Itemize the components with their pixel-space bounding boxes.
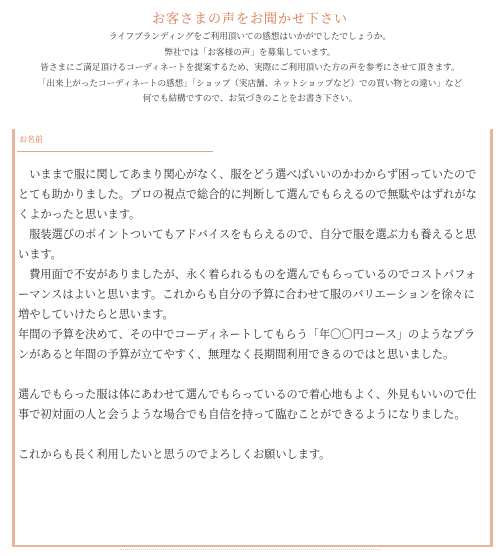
intro-line: 弊社では「お客様の声」を募集しています。 — [164, 47, 336, 58]
feedback-paragraph: いままで服に関してあまり関心がなく、服をどう選べばいいのかわからず困っていたのでとても助かりました。プロの視点で総合的に判断して選んでもらえるので無駄やはずれがなくよかったと思います。 — [18, 168, 477, 221]
intro-text — [0, 30, 500, 108]
feedback-paragraph: これからも長く利用したいと思うのでよろしくお願いします。 — [18, 448, 331, 461]
paragraph-spacer — [18, 425, 480, 445]
feedback-paragraph: 年間の予算を決めて、その中でコーディネートしてもらう「年〇〇円コース」のようなプランがあると年間の予算が立てやすく、無理なく長期間利用できるのではと思いました。 — [18, 328, 476, 361]
feedback-paragraph: 選んでもらった服は体にあわせて選んでもらっているので着心地もよく、外見もいいので仕事で初対面の人と会うような場合でも自信を持って臨むことができるようになりました。 — [18, 388, 477, 421]
intro-line: 何でも結構ですので、お気づきのことをお書き下さい。 — [142, 94, 358, 104]
intro-line: ライフブランディングをご利用頂いての感想はいかがでしたでしょうか。 — [108, 32, 392, 42]
name-label: お名前 — [19, 135, 43, 144]
paragraph-spacer — [18, 365, 480, 385]
intro-line: 皆さまにご満足頂けるコーディネートを提案するため、実際にご利用頂いた方の声を参考にさせて頂きます。 — [40, 63, 460, 73]
name-underline — [17, 151, 213, 152]
page-title: お客さまの声をお聞かせ下さい — [151, 12, 348, 27]
bottom-divider — [120, 549, 380, 554]
feedback-content — [18, 165, 480, 465]
intro-line: 「出来上がったコーディネートの感想」「ショップ（実店舗、ネットショップなど）での買い物との違い」など — [37, 78, 463, 89]
feedback-paragraph: 服装選びのポイントついてもアドバイスをもらえるので、自分で服を選ぶ力も養えると思います。 — [18, 228, 477, 261]
feedback-paragraph: 費用面で不安がありましたが、永く着られるものを選んでもらっているのでコストパフォーマンスはよいと思います。これからも自分の予算に合わせて服のバリエーションを徐々に増やしていけたらと思います。 — [18, 268, 476, 321]
